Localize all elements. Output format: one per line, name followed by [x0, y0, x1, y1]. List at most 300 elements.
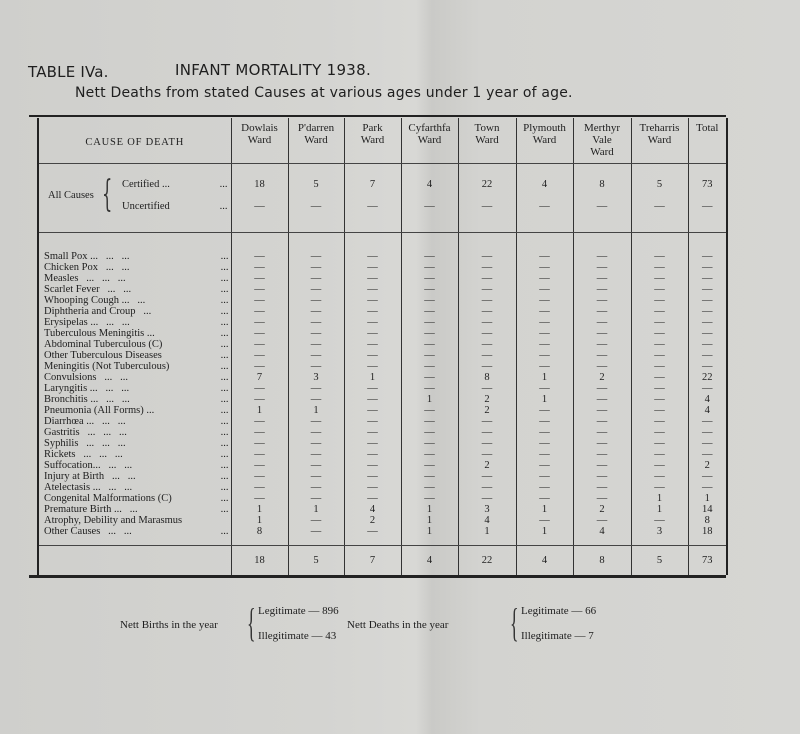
value-cell: 2: [573, 504, 631, 515]
value-cell: —: [344, 383, 401, 394]
value-cell: —: [516, 438, 573, 449]
value-cell: —: [573, 427, 631, 438]
value-cell: —: [231, 471, 288, 482]
totals-label-cell: [38, 546, 231, 576]
column-header-line: Ward: [475, 134, 499, 146]
value-cell: —: [516, 295, 573, 306]
value-cell: —: [344, 361, 401, 372]
value-cell: —: [401, 284, 458, 295]
leader-dots: ...: [219, 201, 228, 212]
cause-cell: [38, 317, 231, 328]
uncertified-value: —: [702, 201, 713, 212]
value-cell: —: [401, 449, 458, 460]
column-header-line: Town: [474, 122, 500, 134]
value-cell: —: [573, 233, 631, 263]
value-cell: —: [401, 493, 458, 504]
uncertified-value: —: [367, 201, 378, 212]
all-causes-value-cell: [288, 164, 344, 233]
cause-cell: [38, 233, 231, 263]
page-title: INFANT MORTALITY 1938.: [175, 61, 372, 79]
value-cell: 14: [688, 504, 727, 515]
uncertified-value: —: [424, 201, 435, 212]
table-row: [38, 427, 727, 438]
value-cell: —: [401, 295, 458, 306]
table-row: [38, 262, 727, 273]
value-cell: —: [288, 350, 344, 361]
value-cell: —: [516, 317, 573, 328]
table-row: [38, 328, 727, 339]
cause-label: Syphilis ... ... ...: [44, 438, 126, 449]
value-cell: —: [231, 427, 288, 438]
cause-cell: [38, 504, 231, 515]
cause-of-death-header: CAUSE OF DEATH: [38, 118, 231, 164]
value-cell: —: [344, 262, 401, 273]
table-row: [38, 471, 727, 482]
all-causes-row: [38, 164, 727, 233]
column-header-line: Dowlais: [241, 122, 278, 134]
value-cell: —: [288, 306, 344, 317]
value-cell: —: [288, 471, 344, 482]
value-cell: —: [516, 262, 573, 273]
value-cell: —: [401, 372, 458, 383]
value-cell: —: [631, 471, 688, 482]
value-cell: —: [688, 383, 727, 394]
cause-label: Chicken Pox ... ...: [44, 262, 130, 273]
value-cell: 4: [573, 526, 631, 546]
uncertified-label: Uncertified: [122, 201, 170, 212]
value-cell: —: [631, 372, 688, 383]
certified-value: 73: [702, 179, 713, 190]
column-header-line: Ward: [590, 146, 614, 158]
value-cell: —: [688, 416, 727, 427]
value-cell: —: [344, 482, 401, 493]
leader-dots: ...: [220, 504, 229, 515]
value-cell: —: [344, 526, 401, 546]
value-cell: —: [231, 361, 288, 372]
leader-dots: ...: [220, 449, 229, 460]
value-cell: —: [401, 350, 458, 361]
value-cell: —: [231, 482, 288, 493]
value-cell: 1: [516, 526, 573, 546]
value-cell: —: [688, 339, 727, 350]
cause-cell: [38, 438, 231, 449]
value-cell: 1: [516, 372, 573, 383]
value-cell: —: [231, 233, 288, 263]
cause-cell: [38, 383, 231, 394]
value-cell: —: [516, 273, 573, 284]
table-row: [38, 449, 727, 460]
value-cell: —: [631, 262, 688, 273]
cause-cell: [38, 328, 231, 339]
cause-cell: [38, 526, 231, 546]
certified-value: 5: [313, 179, 319, 190]
value-cell: 1: [401, 515, 458, 526]
cause-label: Convulsions ... ...: [44, 372, 129, 383]
table-row: [38, 350, 727, 361]
value-cell: 8: [688, 515, 727, 526]
certified-value: 22: [481, 179, 493, 190]
value-cell: 1: [344, 372, 401, 383]
uncertified-value: —: [481, 201, 493, 212]
value-cell: —: [631, 350, 688, 361]
leader-dots: ...: [220, 394, 229, 405]
value-cell: 2: [458, 394, 516, 405]
value-cell: —: [516, 471, 573, 482]
value-cell: —: [458, 482, 516, 493]
value-cell: 8: [458, 372, 516, 383]
value-cell: —: [516, 482, 573, 493]
leader-dots: ...: [220, 306, 229, 317]
value-cell: —: [516, 306, 573, 317]
value-cell: 3: [458, 504, 516, 515]
column-header-line: Vale: [592, 134, 612, 146]
value-cell: —: [688, 295, 727, 306]
cause-label: Injury at Birth ... ...: [44, 471, 136, 482]
certified-value: 5: [656, 179, 663, 190]
value-cell: —: [231, 449, 288, 460]
column-header-line: Ward: [247, 134, 272, 146]
column-header-line: Treharris: [639, 122, 680, 134]
value-cell: —: [458, 328, 516, 339]
value-cell: —: [344, 339, 401, 350]
value-cell: —: [344, 416, 401, 427]
value-cell: —: [288, 262, 344, 273]
title-row: [0, 61, 800, 83]
table-row: [38, 233, 727, 263]
value-cell: —: [516, 350, 573, 361]
value-cell: —: [288, 284, 344, 295]
value-cell: —: [458, 233, 516, 263]
value-cell: —: [401, 328, 458, 339]
value-cell: —: [573, 273, 631, 284]
value-cell: —: [344, 493, 401, 504]
births-legitimate: Legitimate — 896: [258, 605, 339, 617]
value-cell: —: [516, 339, 573, 350]
value-cell: —: [573, 438, 631, 449]
value-cell: —: [631, 394, 688, 405]
value-cell: —: [631, 295, 688, 306]
value-cell: 4: [688, 405, 727, 416]
value-cell: 1: [231, 515, 288, 526]
value-cell: 2: [458, 460, 516, 471]
value-cell: —: [401, 471, 458, 482]
value-cell: 1: [516, 504, 573, 515]
mortality-table: [37, 118, 728, 575]
value-cell: —: [573, 262, 631, 273]
all-causes-value-cell: [516, 164, 573, 233]
value-cell: —: [516, 284, 573, 295]
value-cell: 4: [458, 515, 516, 526]
cause-label: Meningitis (Not Tuberculous): [44, 361, 170, 372]
value-cell: —: [688, 471, 727, 482]
value-cell: —: [573, 394, 631, 405]
total-value-cell: 4: [516, 546, 573, 576]
value-cell: —: [688, 350, 727, 361]
value-cell: 1: [231, 504, 288, 515]
total-value-cell: 8: [573, 546, 631, 576]
value-cell: 1: [631, 504, 688, 515]
value-cell: —: [573, 361, 631, 372]
leader-dots: ...: [220, 493, 229, 504]
value-cell: —: [631, 328, 688, 339]
all-causes-value-cell: [401, 164, 458, 233]
cause-label: Suffocation... ... ...: [44, 460, 133, 471]
column-header-line: Merthyr: [583, 122, 621, 134]
value-cell: —: [231, 262, 288, 273]
value-cell: —: [631, 427, 688, 438]
table-bottom-rule: [29, 575, 726, 578]
column-header-line: P'darren: [297, 122, 335, 134]
leader-dots: ...: [220, 405, 229, 416]
column-header: [231, 118, 288, 164]
leader-dots: ...: [220, 526, 229, 537]
cause-label: Gastritis ... ... ...: [44, 427, 127, 438]
cause-label: Diarrhœa ... ... ...: [44, 416, 126, 427]
table-row: [38, 383, 727, 394]
leader-dots: ...: [220, 251, 229, 262]
leader-dots: ...: [220, 482, 229, 493]
value-cell: 1: [688, 493, 727, 504]
cause-cell: [38, 273, 231, 284]
value-cell: —: [573, 471, 631, 482]
cause-label: Small Pox ... ... ...: [44, 251, 130, 262]
value-cell: —: [573, 350, 631, 361]
value-cell: —: [231, 493, 288, 504]
column-header: [631, 118, 688, 164]
cause-cell: [38, 361, 231, 372]
value-cell: —: [573, 284, 631, 295]
value-cell: —: [458, 262, 516, 273]
value-cell: —: [688, 273, 727, 284]
value-cell: —: [516, 383, 573, 394]
value-cell: —: [688, 449, 727, 460]
value-cell: —: [631, 460, 688, 471]
value-cell: —: [288, 460, 344, 471]
column-header: [401, 118, 458, 164]
table-row: [38, 284, 727, 295]
deaths-illegitimate: Illegitimate — 7: [521, 630, 594, 642]
value-cell: —: [458, 284, 516, 295]
value-cell: —: [401, 339, 458, 350]
table-row: [38, 493, 727, 504]
value-cell: —: [401, 262, 458, 273]
table-row: [38, 361, 727, 372]
total-value-cell: 4: [401, 546, 458, 576]
column-header-line: Cyfarthfa: [408, 122, 451, 134]
value-cell: —: [288, 339, 344, 350]
leader-dots: ...: [220, 361, 229, 372]
value-cell: 2: [573, 372, 631, 383]
value-cell: —: [573, 317, 631, 328]
value-cell: —: [573, 306, 631, 317]
births-illegitimate: Illegitimate — 43: [258, 630, 337, 642]
value-cell: —: [688, 317, 727, 328]
value-cell: —: [631, 306, 688, 317]
leader-dots: ...: [220, 416, 229, 427]
value-cell: —: [344, 233, 401, 263]
table-row: [38, 504, 727, 515]
value-cell: —: [401, 273, 458, 284]
value-cell: —: [458, 273, 516, 284]
table-row: [38, 317, 727, 328]
value-cell: —: [288, 328, 344, 339]
cause-label: Other Causes ... ...: [44, 526, 132, 537]
value-cell: 1: [401, 526, 458, 546]
leader-dots: ...: [220, 471, 229, 482]
column-header-line: Ward: [304, 134, 328, 146]
value-cell: —: [288, 449, 344, 460]
leader-dots: ...: [219, 179, 228, 190]
column-header: [516, 118, 573, 164]
cause-label: Tuberculous Meningitis ...: [44, 328, 155, 339]
value-cell: 1: [401, 504, 458, 515]
value-cell: —: [458, 317, 516, 328]
total-value-cell: 7: [344, 546, 401, 576]
leader-dots: ...: [220, 383, 229, 394]
value-cell: —: [516, 416, 573, 427]
leader-dots: ...: [220, 339, 229, 350]
certified-label: Certified ...: [122, 179, 170, 190]
total-value-cell: 18: [231, 546, 288, 576]
value-cell: —: [401, 306, 458, 317]
value-cell: 22: [688, 372, 727, 383]
cause-cell: [38, 284, 231, 295]
value-cell: —: [458, 449, 516, 460]
value-cell: —: [458, 361, 516, 372]
value-cell: —: [231, 328, 288, 339]
total-value-cell: 5: [288, 546, 344, 576]
value-cell: 7: [231, 372, 288, 383]
value-cell: —: [231, 460, 288, 471]
value-cell: —: [516, 515, 573, 526]
value-cell: 1: [288, 504, 344, 515]
cause-cell: [38, 295, 231, 306]
value-cell: —: [288, 438, 344, 449]
all-causes-value-cell: [631, 164, 688, 233]
value-cell: —: [344, 306, 401, 317]
brace-icon: {: [510, 600, 519, 645]
value-cell: 1: [231, 405, 288, 416]
value-cell: —: [516, 493, 573, 504]
value-cell: —: [344, 449, 401, 460]
uncertified-value: —: [254, 201, 265, 212]
value-cell: —: [573, 449, 631, 460]
cause-label: Diphtheria and Croup ...: [44, 306, 152, 317]
value-cell: —: [288, 427, 344, 438]
cause-label: Abdominal Tuberculous (C): [44, 339, 163, 350]
value-cell: —: [458, 438, 516, 449]
column-header-line: Ward: [417, 134, 442, 146]
cause-cell: [38, 394, 231, 405]
value-cell: —: [344, 284, 401, 295]
value-cell: —: [516, 449, 573, 460]
value-cell: —: [688, 427, 727, 438]
value-cell: —: [631, 273, 688, 284]
leader-dots: ...: [220, 317, 229, 328]
value-cell: —: [631, 284, 688, 295]
cause-cell: [38, 515, 231, 526]
leader-dots: ...: [220, 284, 229, 295]
value-cell: —: [631, 317, 688, 328]
all-causes-value-cell: [458, 164, 516, 233]
value-cell: —: [516, 328, 573, 339]
value-cell: —: [401, 383, 458, 394]
value-cell: —: [458, 471, 516, 482]
value-cell: 1: [458, 526, 516, 546]
value-cell: —: [573, 515, 631, 526]
value-cell: 4: [688, 394, 727, 405]
value-cell: 1: [516, 394, 573, 405]
table-row: [38, 526, 727, 546]
total-value-cell: 22: [458, 546, 516, 576]
column-header-line: Ward: [647, 134, 672, 146]
value-cell: —: [458, 383, 516, 394]
value-cell: —: [401, 427, 458, 438]
value-cell: —: [573, 493, 631, 504]
value-cell: —: [288, 394, 344, 405]
value-cell: —: [573, 383, 631, 394]
value-cell: —: [688, 306, 727, 317]
value-cell: —: [288, 526, 344, 546]
value-cell: —: [631, 233, 688, 263]
value-cell: 18: [688, 526, 727, 546]
value-cell: —: [344, 460, 401, 471]
cause-label: Pneumonia (All Forms) ...: [44, 405, 155, 416]
cause-cell: [38, 449, 231, 460]
value-cell: —: [401, 405, 458, 416]
table-row: [38, 515, 727, 526]
table-row: [38, 339, 727, 350]
all-causes-label: All Causes: [48, 190, 94, 201]
value-cell: —: [344, 328, 401, 339]
table-top-rule: [29, 115, 726, 117]
value-cell: —: [573, 328, 631, 339]
value-cell: —: [688, 328, 727, 339]
value-cell: 8: [231, 526, 288, 546]
cause-cell: [38, 416, 231, 427]
column-header: [688, 118, 727, 164]
value-cell: —: [288, 295, 344, 306]
cause-label: Rickets ... ... ...: [44, 449, 123, 460]
certified-value: 18: [254, 179, 265, 190]
leader-dots: ...: [220, 328, 229, 339]
value-cell: —: [231, 350, 288, 361]
value-cell: —: [516, 427, 573, 438]
value-cell: —: [631, 449, 688, 460]
value-cell: —: [344, 317, 401, 328]
header-row: [38, 118, 727, 164]
table-label: TABLE IVa.: [28, 63, 109, 81]
value-cell: —: [231, 383, 288, 394]
cause-label: Erysipelas ... ... ...: [44, 317, 130, 328]
leader-dots: ...: [220, 460, 229, 471]
cause-label: Scarlet Fever ... ...: [44, 284, 132, 295]
value-cell: —: [344, 394, 401, 405]
all-causes-value-cell: [688, 164, 727, 233]
value-cell: —: [573, 339, 631, 350]
nett-births-label: Nett Births in the year: [120, 619, 218, 631]
table-row: [38, 416, 727, 427]
value-cell: —: [344, 405, 401, 416]
value-cell: —: [458, 416, 516, 427]
value-cell: —: [573, 416, 631, 427]
table-row: [38, 394, 727, 405]
value-cell: —: [573, 482, 631, 493]
certified-value: 7: [369, 179, 376, 190]
value-cell: —: [516, 460, 573, 471]
column-header-line: Total: [696, 122, 719, 134]
value-cell: —: [344, 471, 401, 482]
